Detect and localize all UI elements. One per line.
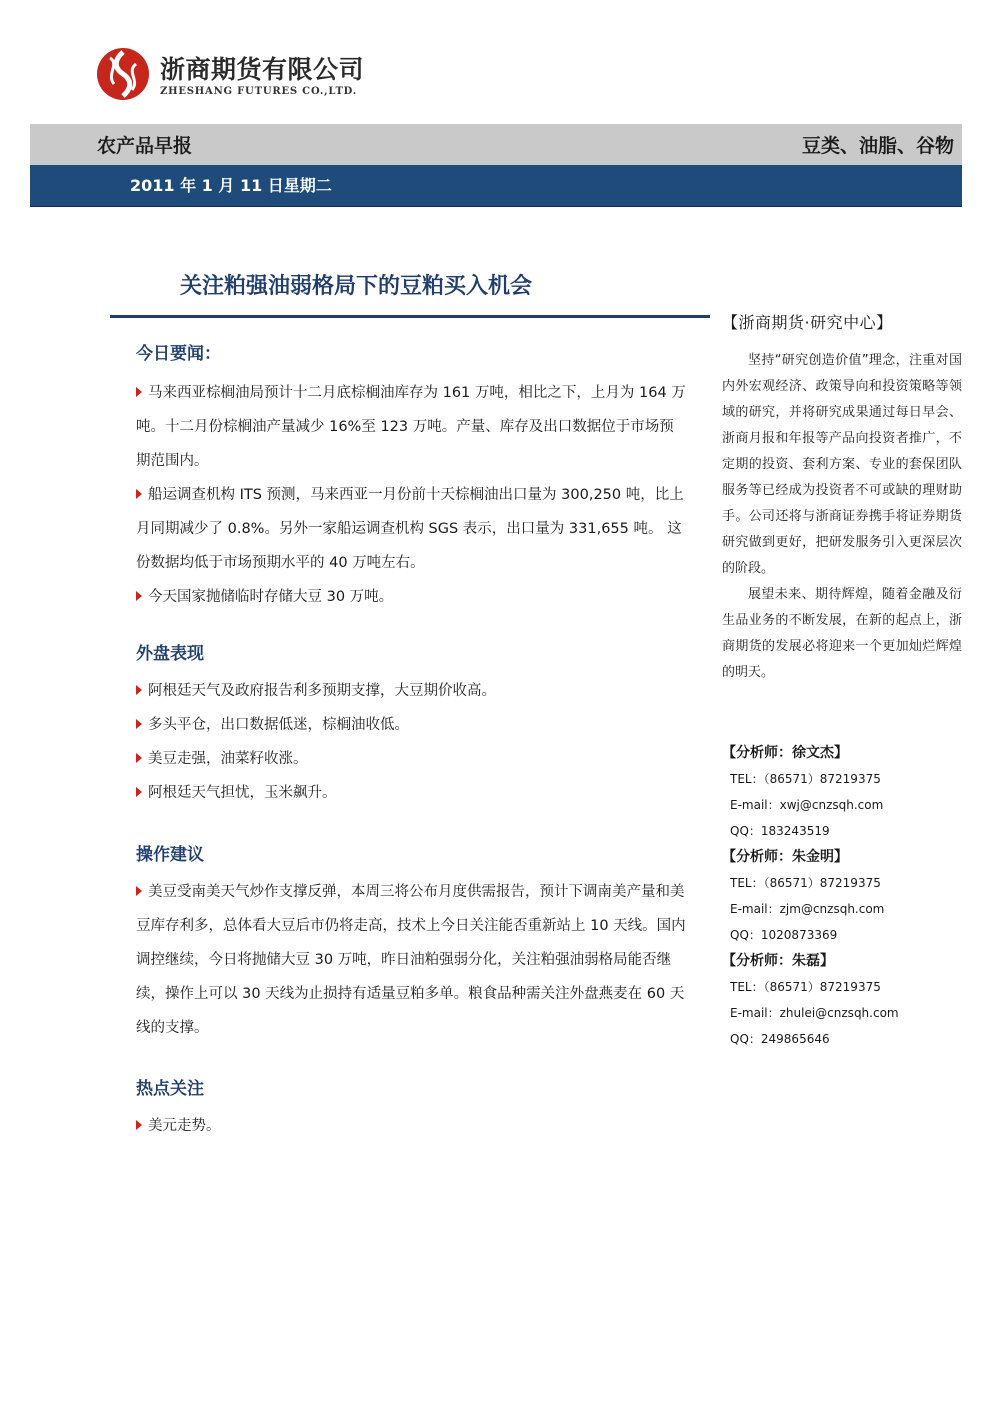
section-overseas (136, 640, 688, 810)
bullet-arrow-icon (136, 753, 142, 763)
company-name-cn: 浙商期货有限公司 (160, 55, 365, 84)
hotspot-item: 美元走势。 (136, 1109, 688, 1143)
analyst-tel: TEL：（86571）87219375 (730, 876, 881, 890)
overseas-item: 美豆走强，油菜籽收涨。 (136, 742, 688, 776)
bullet-arrow-icon (136, 787, 142, 797)
analyst-name: 【分析师：朱磊】 (722, 953, 834, 969)
report-categories: 豆类、油脂、谷物 (801, 135, 954, 157)
bullet-arrow-icon (136, 387, 142, 397)
section-advice (136, 841, 688, 1045)
analyst-name: 【分析师：朱金明】 (722, 849, 848, 865)
analyst-qq: QQ：183243519 (730, 824, 830, 838)
bullet-arrow-icon (136, 719, 142, 729)
sidebar-intro: 坚持“研究创造价值”理念，注重对国内外宏观经济、政策导向和投资策略等领域的研究，并将研究成果通过每日早会、浙商月报和年报等产品向投资者推广，不定期的投资、套利方案、专业的套保团队服务等已经成为投资者不可或缺的理财助手。公司还将与浙商证券携手将证券期货研究做到更好，把研发服务引入更深层次的阶段。 (722, 353, 962, 576)
company-name-en: ZHESHANG FUTURES CO.,LTD. (160, 86, 358, 97)
section-news (136, 340, 688, 614)
company-logo (96, 40, 386, 110)
section-hotspot (136, 1075, 688, 1143)
analyst-tel: TEL：（86571）87219375 (730, 772, 881, 786)
analyst-card (722, 844, 962, 948)
section-heading: 今日要闻： (136, 344, 221, 364)
analyst-card (722, 740, 962, 844)
section-heading: 热点关注 (136, 1079, 204, 1099)
news-item: 船运调查机构 ITS 预测，马来西亚一月份前十天棕榈油出口量为 300,250 吨，比上月同期减少了 0.8%。另外一家船运调查机构 SGS 表示，出口量为 331,655 吨。 这份数据均低于市场预期水平的 40 万吨左右。 (136, 487, 684, 571)
analyst-email[interactable]: E-mail：zjm@cnzsqh.com (730, 902, 885, 916)
analyst-email[interactable]: E-mail：zhulei@cnzsqh.com (730, 1006, 899, 1020)
analyst-card (722, 948, 962, 1052)
overseas-item: 阿根廷天气及政府报告利多预期支撑，大豆期价收高。 (136, 674, 688, 708)
company-logo-icon (96, 44, 150, 104)
analyst-qq: QQ：249865646 (730, 1032, 830, 1046)
bullet-arrow-icon (136, 685, 142, 695)
report-date: 2011 年 1 月 11 日星期二 (130, 176, 332, 195)
section-heading: 操作建议 (136, 845, 204, 865)
sidebar-outlook: 展望未来、期待辉煌，随着金融及衍生品业务的不断发展，在新的起点上，浙商期货的发展必将迎来一个更加灿烂辉煌的明天。 (722, 587, 962, 680)
analyst-tel: TEL：（86571）87219375 (730, 980, 881, 994)
overseas-item: 阿根廷天气担忧，玉米飙升。 (136, 776, 688, 810)
news-item: 今天国家抛储临时存储大豆 30 万吨。 (136, 580, 688, 614)
overseas-item: 多头平仓，出口数据低迷，棕榈油收低。 (136, 708, 688, 742)
news-item: 马来西亚棕榈油局预计十二月底棕榈油库存为 161 万吨，相比之下，上月为 164 万吨。十二月份棕榈油产量减少 16%至 123 万吨。产量、库存及出口数据位于市场预期范围内。 (136, 385, 686, 469)
bullet-arrow-icon (136, 591, 142, 601)
advice-item: 美豆受南美天气炒作支撑反弹，本周三将公布月度供需报告，预计下调南美产量和美豆库存利多，总体看大豆后市仍将走高，技术上今日关注能否重新站上 10 天线。国内调控继续，今日将抛储大豆 30 万吨，昨日油粕强弱分化，关注粕强油弱格局能否继续，操作上可以 30 天线为止损持有适量豆粕多单。粮食品种需关注外盘燕麦在 60 天线的支撑。 (136, 884, 686, 1036)
bullet-arrow-icon (136, 886, 142, 896)
title-divider (110, 315, 710, 318)
section-heading: 外盘表现 (136, 644, 204, 664)
analyst-email[interactable]: E-mail：xwj@cnzsqh.com (730, 798, 884, 812)
report-type: 农产品早报 (97, 135, 193, 157)
analyst-name: 【分析师：徐文杰】 (722, 745, 848, 761)
bullet-arrow-icon (136, 1120, 142, 1130)
sidebar-heading: 【浙商期货·研究中心】 (722, 313, 893, 332)
analyst-qq: QQ：1020873369 (730, 928, 838, 942)
page-title: 关注粕强油弱格局下的豆粕买入机会 (180, 274, 533, 299)
sidebar (722, 310, 962, 686)
analyst-list (722, 740, 962, 1052)
bullet-arrow-icon (136, 489, 142, 499)
